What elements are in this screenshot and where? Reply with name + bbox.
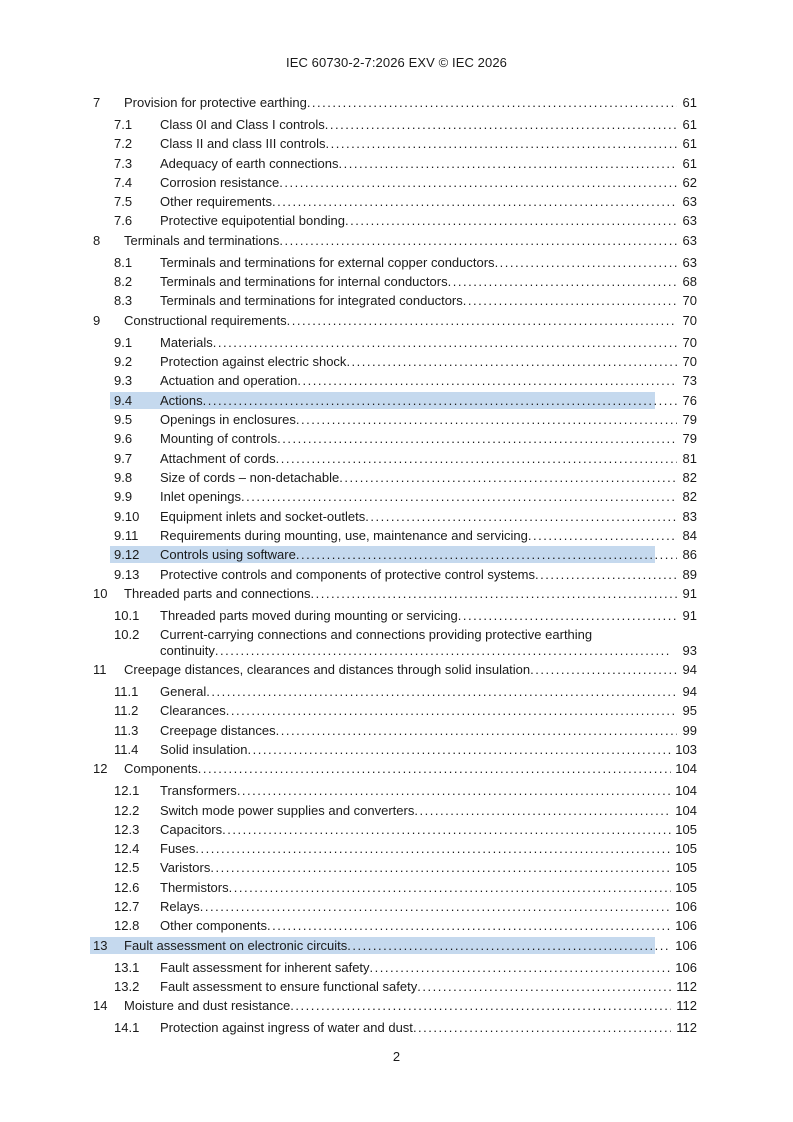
- toc-entry-title: Creepage distances: [160, 723, 276, 738]
- dot-leader: [222, 821, 671, 838]
- toc-entry-number: 9.5: [114, 412, 133, 427]
- dot-leader: [200, 898, 671, 915]
- toc-entry[interactable]: [0, 232, 793, 249]
- toc-entry[interactable]: [0, 450, 793, 467]
- toc-entry-title: Clearances: [160, 703, 226, 718]
- toc-entry-number: 9.12: [114, 547, 140, 562]
- toc-entry-page: 76: [682, 393, 697, 408]
- toc-entry-page: 95: [682, 703, 697, 718]
- toc-entry-title: Protection against ingress of water and dust: [160, 1020, 413, 1035]
- toc-entry[interactable]: [0, 997, 793, 1014]
- toc-entry-page: 91: [682, 586, 697, 601]
- dot-leader: [307, 94, 677, 111]
- toc-entry-page: 89: [682, 567, 697, 582]
- toc-entry-title: Protective equipotential bonding: [160, 213, 346, 228]
- toc-entry[interactable]: [0, 292, 793, 309]
- toc-entry-number: 13: [93, 938, 108, 953]
- toc-entry[interactable]: [0, 683, 793, 700]
- toc-entry-number: 9: [93, 313, 101, 328]
- toc-entry[interactable]: [0, 488, 793, 505]
- toc-entry-page: 112: [676, 998, 697, 1013]
- dot-leader: [370, 959, 671, 976]
- toc-entry[interactable]: [0, 254, 793, 271]
- toc-entry[interactable]: [0, 135, 793, 152]
- toc-entry-number: 9.8: [114, 470, 133, 485]
- toc-entry-title: Varistors: [160, 860, 211, 875]
- toc-entry-page: 79: [682, 431, 697, 446]
- toc-entry-page: 104: [675, 803, 697, 818]
- toc-entry[interactable]: [0, 741, 793, 758]
- toc-entry[interactable]: [0, 546, 793, 563]
- toc-entry-number: 12.7: [114, 899, 140, 914]
- dot-leader: [458, 607, 677, 624]
- toc-entry-page: 70: [682, 313, 697, 328]
- toc-entry-number: 9.1: [114, 335, 133, 350]
- dot-leader: [297, 372, 677, 389]
- toc-entry-page: 83: [682, 509, 697, 524]
- toc-entry-number: 7.1: [114, 117, 133, 132]
- toc-entry-number: 12.8: [114, 918, 140, 933]
- toc-entry-title: Openings in enclosures: [160, 412, 296, 427]
- toc-entry-page: 70: [682, 335, 697, 350]
- toc-entry-number: 11.4: [114, 742, 139, 757]
- toc-entry-page: 106: [675, 918, 697, 933]
- toc-entry[interactable]: [0, 937, 793, 954]
- toc-entry-number: 9.4: [114, 393, 133, 408]
- toc-entry-title: Actions: [160, 393, 203, 408]
- toc-entry-number: 9.6: [114, 431, 133, 446]
- toc-entry-title: Other requirements: [160, 194, 272, 209]
- toc-entry-title: Other components: [160, 918, 267, 933]
- toc-entry-number: 12.4: [114, 841, 140, 856]
- toc-entry-page: 103: [675, 742, 697, 757]
- toc-entry-number: 12.6: [114, 880, 140, 895]
- toc-entry-page: 68: [682, 274, 697, 289]
- toc-entry-title: Provision for protective earthing: [124, 95, 307, 110]
- toc-entry-title: Capacitors: [160, 822, 223, 837]
- toc-entry[interactable]: [0, 174, 793, 191]
- toc-entry-page: 84: [682, 528, 697, 543]
- toc-entry-page: 105: [675, 841, 697, 856]
- toc-entry-title: Actuation and operation: [160, 373, 298, 388]
- toc-entry-title: Adequacy of earth connections: [160, 156, 339, 171]
- toc-entry-title: Fuses: [160, 841, 196, 856]
- toc-entry-page: 91: [682, 608, 697, 623]
- toc-entry-page: 94: [682, 662, 697, 677]
- toc-entry[interactable]: [0, 959, 793, 976]
- dot-leader: [325, 135, 677, 152]
- toc-entry[interactable]: [0, 334, 793, 351]
- dot-leader: [495, 254, 677, 271]
- toc-entry-number: 14: [93, 998, 108, 1013]
- toc-entry[interactable]: [0, 840, 793, 857]
- toc-entry-title: Relays: [160, 899, 200, 914]
- toc-entry-number: 7.3: [114, 156, 133, 171]
- dot-leader: [237, 782, 671, 799]
- toc-entry-page: 70: [682, 354, 697, 369]
- toc-entry-title: Protection against electric shock: [160, 354, 347, 369]
- toc-entry-number: 11: [93, 662, 107, 677]
- toc-entry-page: 61: [682, 136, 697, 151]
- toc-entry[interactable]: [0, 1019, 793, 1036]
- dot-leader: [290, 997, 671, 1014]
- dot-leader: [448, 273, 677, 290]
- toc-entry-number: 7.4: [114, 175, 133, 190]
- dot-leader: [287, 312, 677, 329]
- toc-entry[interactable]: [0, 607, 793, 624]
- toc-entry-number: 9.2: [114, 354, 133, 369]
- toc-entry[interactable]: [0, 722, 793, 739]
- toc-entry[interactable]: [0, 978, 793, 995]
- toc-entry-page: 61: [682, 117, 697, 132]
- toc-entry[interactable]: [0, 353, 793, 370]
- toc-entry-number: 10.2: [114, 627, 140, 642]
- toc-entry-number: 9.10: [114, 509, 140, 524]
- toc-entry[interactable]: [0, 212, 793, 229]
- toc-entry[interactable]: [0, 94, 793, 111]
- toc-entry-title: Terminals and terminations: [124, 233, 280, 248]
- document-header: IEC 60730-2-7:2026 EXV © IEC 2026: [285, 55, 507, 70]
- toc-entry[interactable]: [0, 802, 793, 819]
- dot-leader: [215, 642, 671, 659]
- toc-entry-title: Inlet openings: [160, 489, 241, 504]
- dot-leader: [267, 917, 671, 934]
- toc-entry-page: 62: [682, 175, 697, 190]
- dot-leader: [347, 937, 671, 954]
- toc-entry-number: 9.13: [114, 567, 140, 582]
- dot-leader: [198, 760, 671, 777]
- toc-entry-page: 106: [675, 960, 697, 975]
- toc-entry-page: 79: [682, 412, 697, 427]
- toc-entry-number: 13.1: [114, 960, 140, 975]
- toc-entry-title: Transformers: [160, 783, 237, 798]
- toc-entry-title: General: [160, 684, 207, 699]
- toc-entry-page: 63: [682, 255, 697, 270]
- toc-entry[interactable]: [0, 782, 793, 799]
- toc-entry-page: 61: [682, 156, 697, 171]
- toc-entry[interactable]: [0, 116, 793, 133]
- toc-entry-page: 82: [682, 489, 697, 504]
- toc-entry-number: 9.11: [114, 528, 139, 543]
- toc-entry-title: Mounting of controls: [160, 431, 278, 446]
- toc-entry-title: Switch mode power supplies and converters: [160, 803, 415, 818]
- toc-entry[interactable]: [0, 566, 793, 583]
- toc-entry-page: 105: [675, 822, 697, 837]
- toc-entry[interactable]: [0, 702, 793, 719]
- toc-entry[interactable]: [0, 273, 793, 290]
- toc-entry[interactable]: [0, 527, 793, 544]
- toc-entry-title: Requirements during mounting, use, maintenance and servicing: [160, 528, 528, 543]
- toc-entry[interactable]: [0, 585, 793, 602]
- dot-leader: [206, 683, 677, 700]
- toc-entry[interactable]: [0, 411, 793, 428]
- toc-entry-page: 81: [682, 451, 697, 466]
- toc-entry-page: 104: [675, 761, 697, 776]
- toc-entry-page: 105: [675, 880, 697, 895]
- toc-entry-number: 9.7: [114, 451, 133, 466]
- toc-entry-title: Terminals and terminations for integrated conductors: [160, 293, 463, 308]
- toc-entry-number: 9.9: [114, 489, 133, 504]
- toc-entry-title: Class II and class III controls: [160, 136, 326, 151]
- toc-entry-page: 61: [682, 95, 697, 110]
- toc-entry-title: Terminals and terminations for internal conductors: [160, 274, 448, 289]
- toc-entry-title-continuation: continuity: [160, 643, 215, 658]
- toc-entry-title: Equipment inlets and socket-outlets: [160, 509, 366, 524]
- dot-leader: [463, 292, 677, 309]
- dot-leader: [203, 392, 677, 409]
- toc-entry-number: 8: [93, 233, 101, 248]
- toc-entry-number: 11.1: [114, 684, 139, 699]
- toc-entry[interactable]: [0, 879, 793, 896]
- toc-entry-number: 12: [93, 761, 108, 776]
- toc-entry[interactable]: [0, 392, 793, 409]
- dot-leader: [195, 840, 671, 857]
- toc-entry-title: Moisture and dust resistance: [124, 998, 291, 1013]
- toc-entry-page: 112: [676, 1020, 697, 1035]
- toc-entry[interactable]: [0, 917, 793, 934]
- dot-leader: [210, 859, 671, 876]
- toc-entry-page: 70: [682, 293, 697, 308]
- toc-entry-title: Threaded parts moved during mounting or servicing: [160, 608, 458, 623]
- dot-leader: [310, 585, 677, 602]
- toc-entry-page: 105: [675, 860, 697, 875]
- toc-entry-page: 73: [682, 373, 697, 388]
- dot-leader: [296, 411, 677, 428]
- toc-entry-title: Protective controls and components of protective control systems: [160, 567, 536, 582]
- toc-entry[interactable]: [0, 821, 793, 838]
- toc-entry-title: Controls using software: [160, 547, 296, 562]
- toc-entry[interactable]: [0, 312, 793, 329]
- dot-leader: [279, 174, 677, 191]
- toc-entry-number: 12.2: [114, 803, 140, 818]
- toc-entry[interactable]: [0, 661, 793, 678]
- toc-entry[interactable]: [0, 760, 793, 777]
- toc-entry-title: Class 0I and Class I controls: [160, 117, 325, 132]
- toc-entry-title: Creepage distances, clearances and distances through solid insulation: [124, 662, 531, 677]
- toc-entry-page: 93: [682, 643, 697, 658]
- toc-entry[interactable]: [0, 859, 793, 876]
- toc-entry-number: 8.3: [114, 293, 133, 308]
- toc-entry-continuation[interactable]: [0, 642, 793, 659]
- toc-entry-title: Threaded parts and connections: [124, 586, 311, 601]
- toc-entry-title: Fault assessment to ensure functional safety: [160, 979, 418, 994]
- toc-entry-number: 8.2: [114, 274, 133, 289]
- toc-entry-number: 11.2: [114, 703, 139, 718]
- toc-entry-number: 12.1: [114, 783, 140, 798]
- toc-entry-title: Fault assessment for inherent safety: [160, 960, 370, 975]
- toc-entry-page: 82: [682, 470, 697, 485]
- toc-entry-page: 106: [675, 899, 697, 914]
- toc-entry-number: 12.5: [114, 860, 140, 875]
- toc-entry-title: Components: [124, 761, 198, 776]
- toc-entry-page: 63: [682, 194, 697, 209]
- toc-entry-title: Fault assessment on electronic circuits: [124, 938, 348, 953]
- dot-leader: [276, 722, 677, 739]
- toc-entry-title: Size of cords – non-detachable: [160, 470, 340, 485]
- toc-entry[interactable]: [0, 155, 793, 172]
- toc-entry[interactable]: [0, 372, 793, 389]
- dot-leader: [296, 546, 677, 563]
- toc-entry-number: 10.1: [114, 608, 140, 623]
- dot-leader: [279, 232, 677, 249]
- dot-leader: [276, 450, 677, 467]
- dot-leader: [346, 353, 677, 370]
- dot-leader: [414, 802, 671, 819]
- toc-entry-number: 8.1: [114, 255, 133, 270]
- toc-entry-number: 14.1: [114, 1020, 140, 1035]
- dot-leader: [247, 741, 671, 758]
- toc-entry-title: Attachment of cords: [160, 451, 276, 466]
- toc-entry-number: 7.2: [114, 136, 133, 151]
- dot-leader: [226, 702, 677, 719]
- dot-leader: [365, 508, 677, 525]
- toc-entry-page: 63: [682, 233, 697, 248]
- dot-leader: [339, 469, 677, 486]
- toc-entry-number: 7.5: [114, 194, 133, 209]
- dot-leader: [229, 879, 671, 896]
- toc-entry-page: 112: [676, 979, 697, 994]
- dot-leader: [277, 430, 677, 447]
- toc-entry-number: 11.3: [114, 723, 139, 738]
- toc-entry-number: 13.2: [114, 979, 140, 994]
- toc-entry-title: Terminals and terminations for external copper conductors: [160, 255, 495, 270]
- page-number: 2: [392, 1049, 401, 1064]
- dot-leader: [417, 978, 671, 995]
- dot-leader: [272, 193, 677, 210]
- toc-entry[interactable]: [0, 508, 793, 525]
- toc-entry-page: 94: [682, 684, 697, 699]
- dot-leader: [213, 334, 677, 351]
- toc-entry-page: 63: [682, 213, 697, 228]
- dot-leader: [241, 488, 677, 505]
- toc-entry-title: Thermistors: [160, 880, 229, 895]
- dot-leader: [528, 527, 677, 544]
- toc-entry-number: 7.6: [114, 213, 133, 228]
- dot-leader: [413, 1019, 671, 1036]
- toc-entry-page: 104: [675, 783, 697, 798]
- toc-entry-title: Solid insulation: [160, 742, 248, 757]
- toc-entry-title: Corrosion resistance: [160, 175, 280, 190]
- toc-entry[interactable]: [0, 193, 793, 210]
- toc-entry-page: 99: [682, 723, 697, 738]
- toc-entry-number: 10: [93, 586, 108, 601]
- toc-entry-number: 12.3: [114, 822, 140, 837]
- toc-entry-page: 106: [675, 938, 697, 953]
- toc-entry-page: 86: [682, 547, 697, 562]
- dot-leader: [339, 155, 677, 172]
- toc-entry-title: Current-carrying connections and connections providing protective earthing: [160, 627, 593, 642]
- toc-entry-number: 9.3: [114, 373, 133, 388]
- dot-leader: [325, 116, 677, 133]
- toc-entry-title: Materials: [160, 335, 213, 350]
- dot-leader: [530, 661, 677, 678]
- toc-entry[interactable]: [0, 626, 793, 643]
- toc-entry[interactable]: [0, 469, 793, 486]
- toc-entry-number: 7: [93, 95, 101, 110]
- toc-entry-title: Constructional requirements: [124, 313, 287, 328]
- toc-entry[interactable]: [0, 430, 793, 447]
- dot-leader: [535, 566, 677, 583]
- dot-leader: [345, 212, 677, 229]
- toc-entry[interactable]: [0, 898, 793, 915]
